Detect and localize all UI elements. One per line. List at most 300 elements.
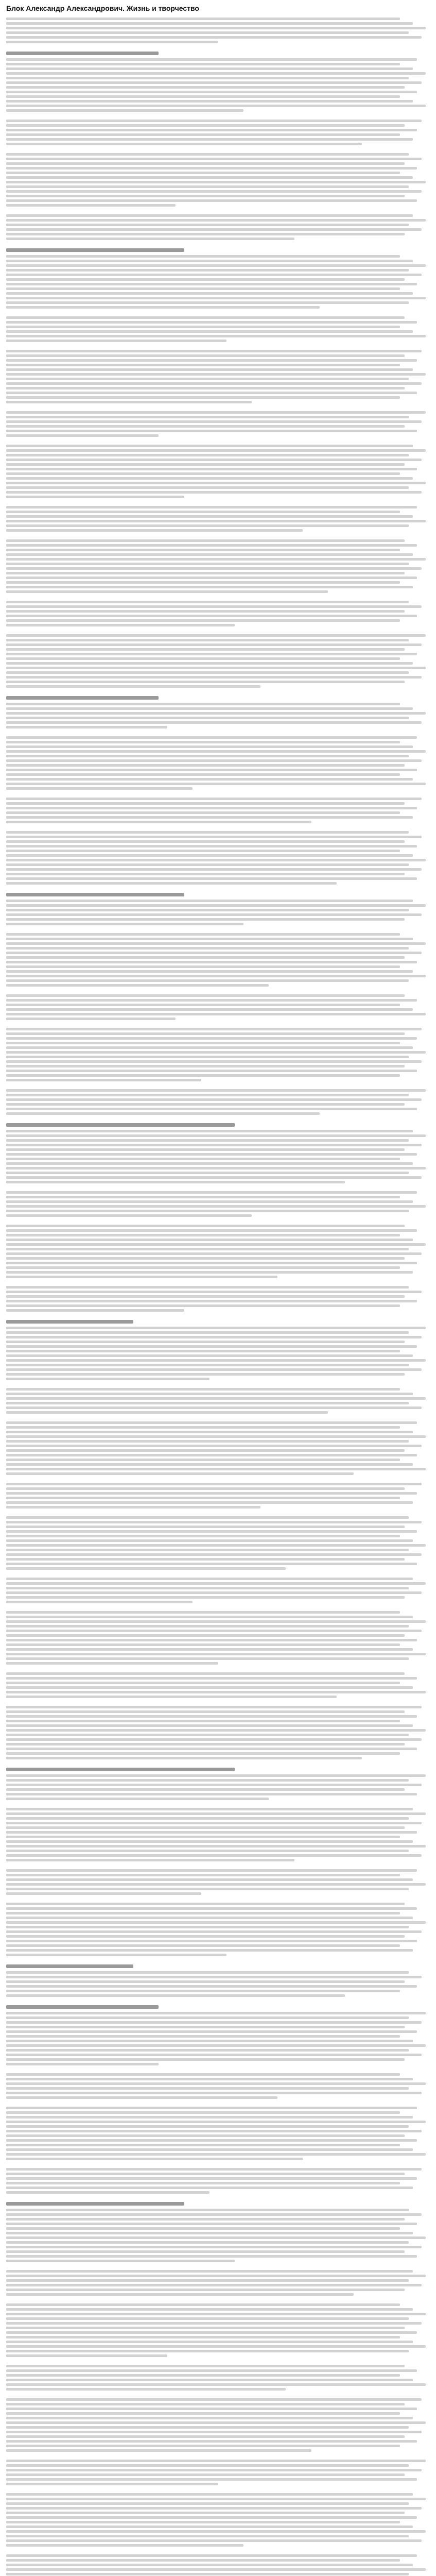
paragraph-gap (6, 1416, 430, 1420)
text-line-placeholder (6, 2026, 405, 2028)
text-line-placeholder (6, 657, 400, 660)
paragraph-gap (6, 1083, 430, 1088)
text-line-placeholder (6, 2403, 405, 2405)
text-line-placeholder (6, 430, 417, 432)
text-line-placeholder (6, 840, 405, 843)
text-line-placeholder (6, 586, 413, 588)
paragraph-gap (6, 1477, 430, 1481)
text-line-placeholder (6, 1191, 417, 1194)
text-line-placeholder (6, 1402, 409, 1404)
text-line-placeholder (6, 2260, 235, 2262)
text-line-placeholder (6, 2139, 417, 2142)
text-line-placeholder (6, 1874, 400, 1876)
text-line-placeholder (6, 2191, 210, 2194)
text-line-placeholder (6, 2177, 417, 2180)
text-line-placeholder (6, 167, 417, 170)
paragraph-gap (6, 2196, 430, 2200)
text-line-placeholder (6, 1516, 409, 1519)
text-line-placeholder (6, 204, 176, 207)
text-line-placeholder (6, 913, 422, 916)
text-line-placeholder (6, 836, 422, 838)
text-line-placeholder (6, 1354, 413, 1357)
text-line-placeholder (6, 368, 413, 371)
text-line-placeholder (6, 199, 417, 202)
text-line-placeholder (6, 1990, 400, 1992)
text-line-placeholder (6, 86, 405, 89)
text-line-placeholder (6, 2564, 413, 2566)
paragraph-gap (6, 2393, 430, 2397)
text-line-placeholder (6, 335, 426, 337)
text-line-placeholder (6, 1817, 409, 1820)
text-line-placeholder (6, 1620, 426, 1623)
text-line-placeholder (6, 63, 400, 65)
text-line-placeholder (6, 619, 400, 622)
text-line-placeholder (6, 1630, 422, 1632)
text-line-placeholder (6, 863, 409, 866)
text-line-placeholder (6, 2063, 159, 2065)
text-line-placeholder (6, 2087, 409, 2090)
text-line-placeholder (6, 1112, 320, 1115)
text-line-placeholder (6, 1657, 409, 1660)
section-heading-placeholder (6, 2202, 184, 2206)
text-line-placeholder (6, 1788, 405, 1791)
text-line-placeholder (6, 1980, 405, 1983)
text-line-placeholder (6, 681, 405, 683)
text-line-placeholder (6, 755, 409, 757)
text-line-placeholder (6, 434, 159, 437)
text-line-placeholder (6, 1406, 422, 1409)
text-line-placeholder (6, 558, 426, 561)
text-line-placeholder (6, 2073, 400, 2076)
text-line-placeholder (6, 821, 311, 823)
text-line-placeholder (6, 2521, 400, 2523)
text-line-placeholder (6, 845, 417, 848)
text-line-placeholder (6, 923, 243, 925)
text-line-placeholder (6, 176, 413, 179)
text-line-placeholder (6, 105, 426, 107)
text-line-placeholder (6, 605, 422, 608)
text-line-placeholder (6, 445, 413, 447)
text-line-placeholder (6, 1912, 400, 1914)
text-line-placeholder (6, 387, 405, 389)
text-line-placeholder (6, 938, 413, 940)
text-line-placeholder (6, 1378, 210, 1380)
text-line-placeholder (6, 1130, 413, 1132)
text-line-placeholder (6, 601, 409, 603)
text-line-placeholder (6, 1304, 400, 1307)
text-line-placeholder (6, 1144, 422, 1146)
text-line-placeholder (6, 859, 426, 861)
text-line-placeholder (6, 741, 400, 743)
paragraph-gap (6, 2264, 430, 2268)
text-line-placeholder (6, 1276, 277, 1278)
text-line-placeholder (6, 1501, 413, 1504)
text-line-placeholder (6, 41, 218, 43)
paragraph-gap (6, 1667, 430, 1671)
text-line-placeholder (6, 1798, 269, 1800)
text-line-placeholder (6, 2516, 417, 2519)
text-line-placeholder (6, 1826, 405, 1829)
text-line-placeholder (6, 2125, 409, 2128)
text-line-placeholder (6, 1672, 405, 1675)
text-line-placeholder (6, 373, 426, 376)
text-line-placeholder (6, 970, 413, 973)
text-line-placeholder (6, 190, 422, 193)
text-line-placeholder (6, 454, 409, 456)
paragraph-gap (6, 1280, 430, 1284)
text-line-placeholder (6, 787, 193, 790)
text-line-placeholder (6, 610, 405, 613)
text-line-placeholder (6, 1359, 426, 1362)
paragraph-gap (6, 2454, 430, 2458)
text-line-placeholder (6, 2012, 426, 2014)
text-line-placeholder (6, 1774, 426, 1777)
text-line-placeholder (6, 1724, 413, 1727)
text-line-placeholder (6, 506, 417, 509)
text-line-placeholder (6, 2021, 422, 2024)
text-line-placeholder (6, 2308, 413, 2311)
text-line-placeholder (6, 1710, 405, 1713)
text-line-placeholder (6, 2327, 405, 2329)
text-line-placeholder (6, 316, 405, 319)
text-line-placeholder (6, 1506, 260, 1509)
text-line-placeholder (6, 1336, 422, 1338)
section-heading-placeholder (6, 1123, 235, 1127)
text-line-placeholder (6, 2168, 422, 2171)
text-line-placeholder (6, 1976, 422, 1978)
section-heading-placeholder (6, 52, 159, 55)
text-line-placeholder (6, 459, 422, 461)
text-line-placeholder (6, 2293, 354, 2296)
text-line-placeholder (6, 1065, 405, 1067)
text-line-placeholder (6, 2408, 417, 2410)
text-line-placeholder (6, 278, 405, 281)
text-line-placeholder (6, 2426, 409, 2429)
text-line-placeholder (6, 1089, 426, 1092)
text-line-placeholder (6, 158, 422, 160)
text-line-placeholder (6, 382, 422, 385)
text-line-placeholder (6, 1483, 422, 1485)
text-line-placeholder (6, 1449, 405, 1452)
text-line-placeholder (6, 425, 405, 428)
text-line-placeholder (6, 1004, 400, 1006)
text-line-placeholder (6, 1521, 422, 1523)
text-line-placeholder (6, 2530, 426, 2533)
text-line-placeholder (6, 2379, 413, 2381)
text-line-placeholder (6, 904, 426, 907)
text-line-placeholder (6, 2284, 422, 2286)
text-line-placeholder (6, 965, 400, 968)
text-line-placeholder (6, 486, 409, 489)
text-line-placeholder (6, 2369, 417, 2372)
text-line-placeholder (6, 1167, 426, 1170)
text-line-placeholder (6, 233, 405, 235)
text-line-placeholder (6, 283, 417, 285)
text-line-placeholder (6, 529, 303, 532)
text-line-placeholder (6, 2341, 413, 2343)
text-line-placeholder (6, 1074, 400, 1077)
text-line-placeholder (6, 143, 362, 145)
text-line-placeholder (6, 1563, 417, 1565)
text-line-placeholder (6, 2158, 303, 2160)
text-line-placeholder (6, 301, 409, 304)
text-line-placeholder (6, 1079, 201, 1081)
text-line-placeholder (6, 639, 409, 641)
paragraph-gap (6, 2298, 430, 2302)
text-line-placeholder (6, 359, 417, 362)
text-line-placeholder (6, 877, 417, 880)
text-line-placeholder (6, 999, 417, 1002)
text-line-placeholder (6, 1397, 426, 1400)
text-line-placeholder (6, 224, 409, 226)
text-line-placeholder (6, 306, 320, 309)
text-line-placeholder (6, 1373, 405, 1376)
paragraph-gap (6, 1185, 430, 1190)
text-line-placeholder (6, 1239, 413, 1241)
paragraph-gap (6, 1219, 430, 1223)
paragraph-gap (6, 2359, 430, 2363)
text-line-placeholder (6, 2130, 422, 2132)
text-line-placeholder (6, 2227, 400, 2230)
text-line-placeholder (6, 392, 417, 394)
text-line-placeholder (6, 2044, 426, 2047)
text-line-placeholder (6, 1234, 400, 1236)
text-line-placeholder (6, 1388, 400, 1391)
text-line-placeholder (6, 2365, 405, 2367)
text-line-placeholder (6, 1935, 405, 1938)
text-line-placeholder (6, 1883, 426, 1886)
text-line-placeholder (6, 2539, 422, 2542)
text-line-placeholder (6, 36, 422, 39)
text-line-placeholder (6, 2134, 405, 2137)
text-line-placeholder (6, 1431, 413, 1433)
text-line-placeholder (6, 947, 409, 950)
paragraph-gap (6, 1382, 430, 1386)
text-line-placeholder (6, 1831, 417, 1834)
text-line-placeholder (6, 2049, 409, 2052)
text-line-placeholder (6, 1139, 409, 1142)
text-line-placeholder (6, 764, 405, 767)
text-line-placeholder (6, 750, 426, 753)
text-line-placeholder (6, 350, 422, 352)
text-line-placeholder (6, 482, 426, 484)
text-line-placeholder (6, 1840, 413, 1843)
text-line-placeholder (6, 956, 405, 959)
paragraph-gap (6, 2067, 430, 2072)
text-line-placeholder (6, 1103, 405, 1106)
text-line-placeholder (6, 2107, 417, 2109)
text-line-placeholder (6, 979, 409, 982)
text-line-placeholder (6, 255, 400, 258)
text-line-placeholder (6, 1643, 400, 1646)
paragraph-gap (6, 1863, 430, 1868)
text-line-placeholder (6, 1162, 413, 1165)
text-line-placeholder (6, 1616, 413, 1618)
text-line-placeholder (6, 2440, 417, 2443)
text-line-placeholder (6, 1743, 405, 1745)
text-line-placeholder (6, 1134, 426, 1137)
text-line-placeholder (6, 1634, 405, 1637)
text-line-placeholder (6, 91, 417, 93)
paragraph-gap (6, 792, 430, 796)
text-line-placeholder (6, 802, 405, 805)
text-line-placeholder (6, 1535, 400, 1537)
text-line-placeholder (6, 1435, 426, 1438)
text-line-placeholder (6, 544, 417, 547)
text-line-placeholder (6, 2350, 409, 2352)
text-line-placeholder (6, 1715, 417, 1718)
text-line-placeholder (6, 1591, 422, 1594)
paragraph-gap (6, 45, 430, 49)
text-line-placeholder (6, 653, 417, 655)
paragraph-gap (6, 2101, 430, 2105)
text-line-placeholder (6, 2255, 417, 2258)
text-line-placeholder (6, 133, 400, 136)
text-line-placeholder (6, 942, 426, 945)
paragraph-gap (6, 534, 430, 538)
text-line-placeholder (6, 1426, 400, 1429)
text-line-placeholder (6, 228, 422, 231)
text-line-placeholder (6, 1930, 422, 1933)
text-line-placeholder (6, 634, 426, 637)
text-line-placeholder (6, 717, 409, 719)
text-line-placeholder (6, 563, 409, 565)
text-line-placeholder (6, 778, 413, 781)
text-line-placeholder (6, 1808, 413, 1810)
text-line-placeholder (6, 1214, 252, 1217)
text-line-placeholder (6, 2303, 400, 2306)
text-line-placeholder (6, 1691, 426, 1693)
text-line-placeholder (6, 297, 426, 299)
section-heading-placeholder (6, 893, 184, 896)
text-line-placeholder (6, 1309, 184, 1312)
text-line-placeholder (6, 2512, 405, 2514)
text-line-placeholder (6, 1662, 218, 1665)
text-line-placeholder (6, 2559, 400, 2562)
text-line-placeholder (6, 524, 409, 527)
text-line-placeholder (6, 2493, 413, 2496)
text-line-placeholder (6, 2544, 243, 2547)
text-line-placeholder (6, 2336, 400, 2338)
text-line-placeholder (6, 1257, 405, 1260)
text-line-placeholder (6, 81, 422, 84)
text-line-placeholder (6, 615, 417, 617)
text-line-placeholder (6, 1949, 413, 1952)
paragraph-gap (6, 439, 430, 443)
text-line-placeholder (6, 1836, 400, 1838)
text-line-placeholder (6, 1008, 413, 1011)
text-line-placeholder (6, 1859, 294, 1861)
text-line-placeholder (6, 520, 426, 522)
text-line-placeholder (6, 2383, 426, 2386)
paragraph-gap (6, 147, 430, 151)
text-line-placeholder (6, 153, 409, 156)
text-line-placeholder (6, 726, 167, 728)
section-heading-placeholder (6, 1768, 235, 1771)
text-line-placeholder (6, 2054, 422, 2056)
text-line-placeholder (6, 2478, 417, 2481)
text-line-placeholder (6, 364, 400, 366)
text-line-placeholder (6, 1696, 337, 1698)
text-line-placeholder (6, 2016, 409, 2019)
text-line-placeholder (6, 648, 405, 651)
text-line-placeholder (6, 882, 337, 885)
text-line-placeholder (6, 712, 426, 715)
text-line-placeholder (6, 577, 417, 579)
text-line-placeholder (6, 1720, 400, 1722)
text-line-placeholder (6, 831, 409, 834)
text-line-placeholder (6, 1793, 417, 1795)
text-line-placeholder (6, 1686, 413, 1689)
text-line-placeholder (6, 185, 409, 188)
text-line-placeholder (6, 1921, 426, 1924)
text-line-placeholder (6, 1459, 400, 1461)
paragraph-gap (6, 927, 430, 931)
text-line-placeholder (6, 807, 417, 809)
paragraph-gap (6, 344, 430, 348)
text-line-placeholder (6, 340, 226, 342)
text-line-placeholder (6, 1056, 409, 1058)
text-line-placeholder (6, 2035, 400, 2038)
text-line-placeholder (6, 124, 405, 127)
text-line-placeholder (6, 1587, 409, 1589)
paragraph-gap (6, 989, 430, 993)
text-line-placeholder (6, 2431, 422, 2433)
text-line-placeholder (6, 1578, 413, 1580)
text-line-placeholder (6, 1148, 405, 1151)
text-line-placeholder (6, 1738, 422, 1741)
text-line-placeholder (6, 553, 413, 556)
text-line-placeholder (6, 2270, 413, 2273)
text-line-placeholder (6, 354, 405, 357)
text-line-placeholder (6, 1454, 417, 1456)
paragraph-gap (6, 209, 430, 213)
text-line-placeholder (6, 1060, 422, 1063)
text-line-placeholder (6, 214, 413, 217)
text-line-placeholder (6, 1070, 417, 1072)
text-line-placeholder (6, 330, 413, 333)
paragraph-gap (6, 887, 430, 891)
text-line-placeholder (6, 2082, 426, 2085)
text-line-placeholder (6, 2096, 277, 2099)
text-line-placeholder (6, 120, 422, 122)
text-line-placeholder (6, 2374, 400, 2377)
text-line-placeholder (6, 2417, 413, 2419)
text-line-placeholder (6, 1611, 400, 1614)
section-heading-placeholder (6, 1320, 133, 1324)
text-line-placeholder (6, 868, 422, 871)
text-line-placeholder (6, 1037, 417, 1040)
paragraph-gap (6, 1700, 430, 1704)
text-line-placeholder (6, 671, 409, 674)
text-line-placeholder (6, 539, 405, 542)
text-line-placeholder (6, 1158, 400, 1160)
text-line-placeholder (6, 1176, 422, 1179)
text-line-placeholder (6, 2182, 400, 2184)
text-line-placeholder (6, 2148, 413, 2151)
text-line-placeholder (6, 643, 422, 646)
text-line-placeholder (6, 2144, 400, 2146)
paragraph-gap (6, 500, 430, 504)
text-line-placeholder (6, 411, 426, 414)
section-heading-placeholder (6, 248, 184, 252)
text-line-placeholder (6, 1971, 409, 1974)
text-line-placeholder (6, 873, 405, 875)
text-line-placeholder (6, 274, 422, 276)
text-line-placeholder (6, 2232, 413, 2234)
paragraph-gap (6, 731, 430, 735)
section-heading-placeholder (6, 696, 159, 700)
